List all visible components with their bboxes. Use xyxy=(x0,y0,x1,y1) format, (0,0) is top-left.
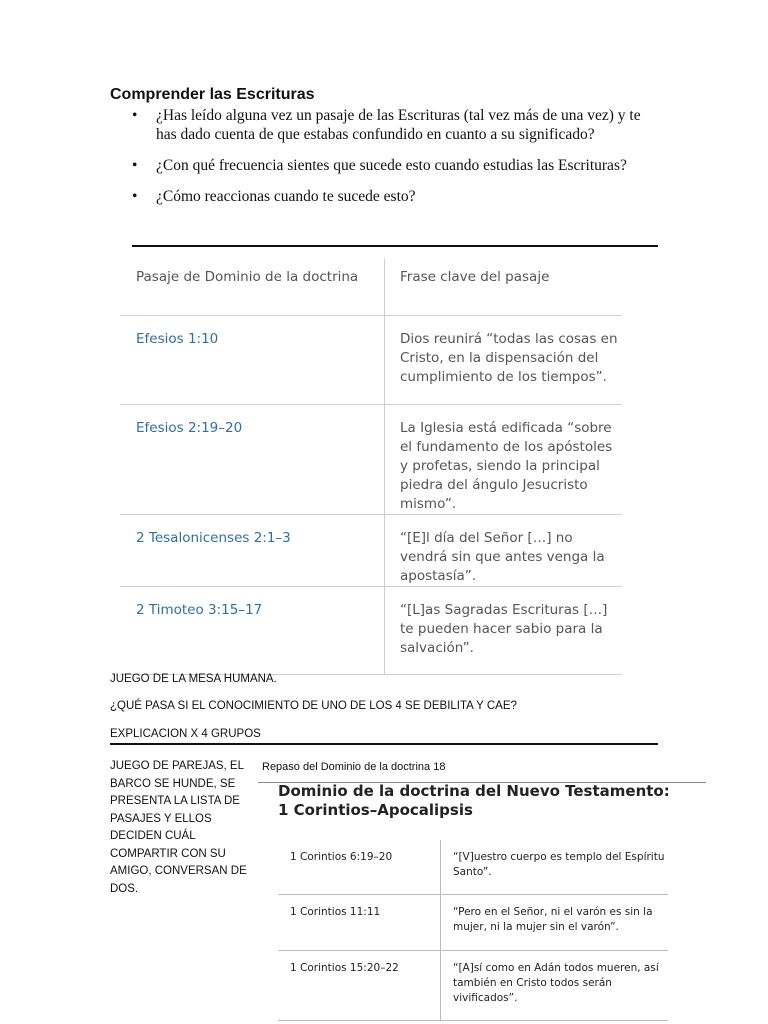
passage-ref: 1 Corintios 15:20–22 xyxy=(278,951,441,1021)
divider xyxy=(110,743,658,745)
question-item: • ¿Cómo reaccionas cuando te sucede esto? xyxy=(132,187,652,206)
activity-note: JUEGO DE PAREJAS, EL BARCO SE HUNDE, SE PRESENTA LA LISTA DE PASAJES Y ELLOS DECIDEN CUÁL COMPARTIR CON SU AMIGO, CONVERSAN DE DOS. xyxy=(110,760,247,895)
new-testament-table xyxy=(278,840,668,1021)
table-row xyxy=(278,895,668,951)
doctrine-heading: Dominio de la doctrina del Nuevo Testamento: 1 Corintios–Apocalipsis xyxy=(278,782,670,819)
key-phrase: “[A]sí como en Adán todos mueren, así también en Cristo todos serán vivificados”. xyxy=(441,951,669,1021)
note-line: JUEGO DE LA MESA HUMANA. xyxy=(110,673,277,685)
passage-ref: 1 Corintios 11:11 xyxy=(278,895,441,951)
table-row xyxy=(120,515,622,587)
question-item: • ¿Has leído alguna vez un pasaje de las Escrituras (tal vez más de una vez) y te has dado cuenta de que estabas confundido en cuanto a su significado? xyxy=(132,106,652,144)
passage-ref: 1 Corintios 6:19–20 xyxy=(278,840,441,895)
column-header: Pasaje de Dominio de la doctrina xyxy=(120,258,385,316)
key-phrase: Dios reunirá “todas las cosas en Cristo, en la dispensación del cumplimiento de los tiempos”. xyxy=(385,316,623,405)
table-header-row xyxy=(120,258,622,316)
doctrine-table xyxy=(120,258,622,675)
table-row xyxy=(278,840,668,895)
question-item: • ¿Con qué frecuencia sientes que sucede esto cuando estudias las Escrituras? xyxy=(132,156,652,175)
passage-ref: 2 Timoteo 3:15–17 xyxy=(120,587,385,675)
key-phrase: “[V]uestro cuerpo es templo del Espíritu Santo”. xyxy=(441,840,669,895)
key-phrase: “[L]as Sagradas Escrituras […] te pueden hacer sabio para la salvación”. xyxy=(385,587,623,675)
key-phrase: “[E]l día del Señor […] no vendrá sin que antes venga la apostasía”. xyxy=(385,515,623,587)
passage-ref: 2 Tesalonicenses 2:1–3 xyxy=(120,515,385,587)
question-list xyxy=(132,106,652,218)
table-row xyxy=(120,316,622,405)
key-phrase: “Pero en el Señor, ni el varón es sin la mujer, ni la mujer sin el varón”. xyxy=(441,895,669,951)
table-row xyxy=(120,587,622,675)
divider xyxy=(132,245,658,247)
table-row xyxy=(278,951,668,1021)
note-line: ¿QUÉ PASA SI EL CONOCIMIENTO DE UNO DE LOS 4 SE DEBILITA Y CAE? xyxy=(110,700,517,712)
note-line: EXPLICACION X 4 GRUPOS xyxy=(110,728,261,740)
section-title: Comprender las Escrituras xyxy=(110,86,315,103)
column-header: Frase clave del pasaje xyxy=(385,258,623,316)
passage-ref: Efesios 2:19–20 xyxy=(120,405,385,515)
review-caption: Repaso del Dominio de la doctrina 18 xyxy=(262,761,446,773)
key-phrase: La Iglesia está edificada “sobre el fundamento de los apóstoles y profetas, siendo la principal piedra del ángulo Jesucristo mismo”. xyxy=(385,405,623,515)
table-row xyxy=(120,405,622,515)
passage-ref: Efesios 1:10 xyxy=(120,316,385,405)
